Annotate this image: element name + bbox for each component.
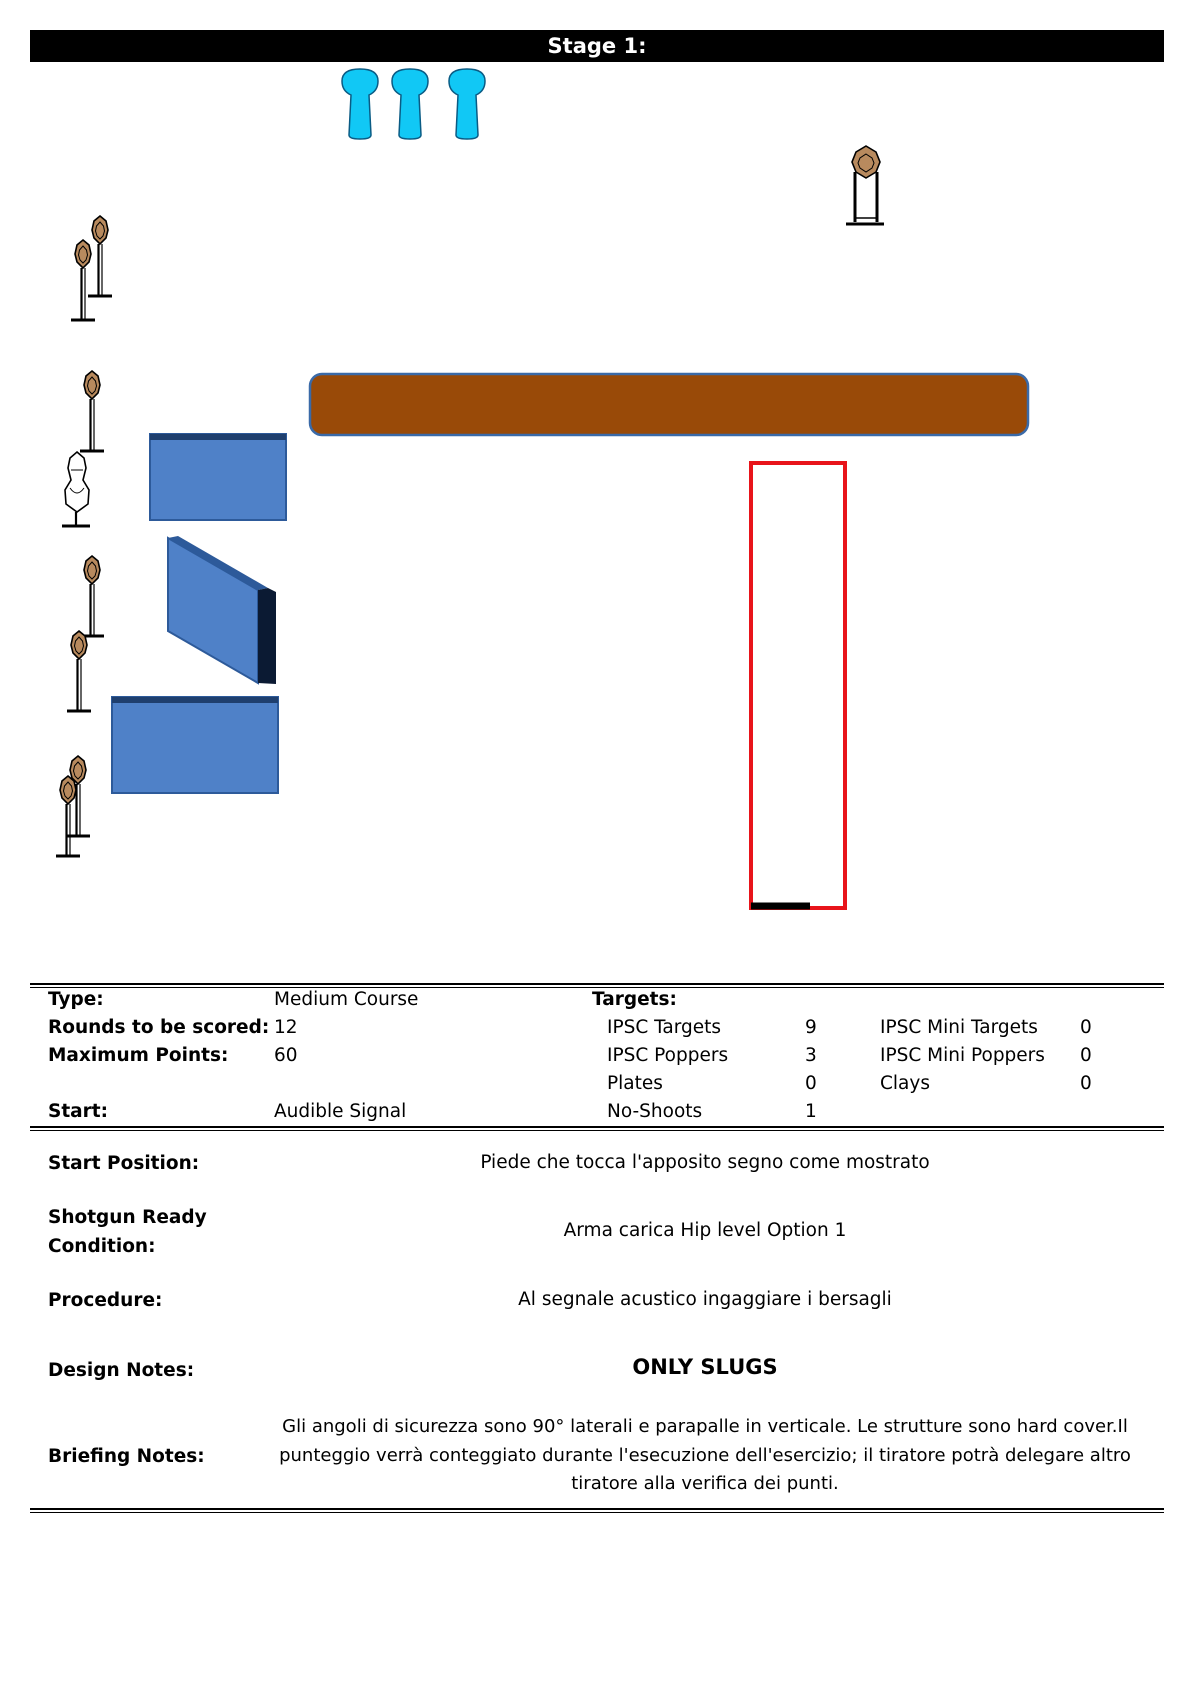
target-type-name: No-Shoots bbox=[607, 1101, 703, 1122]
barricade bbox=[310, 374, 1028, 435]
target-type-count: 9 bbox=[805, 1017, 817, 1038]
start-value: Audible Signal bbox=[274, 1101, 407, 1122]
table-rule-top-1 bbox=[30, 983, 1164, 985]
target-type-count: 1 bbox=[805, 1101, 817, 1122]
stage-diagram bbox=[0, 62, 1191, 962]
target-type-count: 0 bbox=[1080, 1017, 1092, 1038]
start-position-label: Start Position: bbox=[48, 1153, 200, 1174]
briefing-notes-label: Briefing Notes: bbox=[48, 1446, 205, 1467]
target-left-4 bbox=[80, 556, 104, 636]
type-label: Type: bbox=[48, 989, 104, 1010]
briefing-notes-line3: tiratore alla verifica dei punti. bbox=[571, 1473, 839, 1494]
type-value: Medium Course bbox=[274, 989, 419, 1010]
target-type-name: IPSC Mini Poppers bbox=[880, 1045, 1045, 1066]
target-left-3 bbox=[80, 371, 104, 451]
target-left-1 bbox=[88, 216, 112, 296]
ready-condition-label-line2: Condition: bbox=[48, 1236, 156, 1257]
wall-3 bbox=[112, 697, 278, 793]
start-label: Start: bbox=[48, 1101, 109, 1122]
table-rule-mid-2 bbox=[30, 1130, 1164, 1131]
target-type-count: 3 bbox=[805, 1045, 817, 1066]
wall-2 bbox=[168, 536, 276, 684]
stage-title: Stage 1: bbox=[30, 30, 1164, 62]
max-points-label: Maximum Points: bbox=[48, 1045, 229, 1066]
targets-label: Targets: bbox=[592, 989, 677, 1010]
procedure-label: Procedure: bbox=[48, 1290, 163, 1311]
wall-1 bbox=[150, 434, 286, 520]
max-points-value: 60 bbox=[274, 1045, 298, 1066]
procedure-value: Al segnale acustico ingaggiare i bersagli bbox=[518, 1289, 892, 1310]
target-type-name: Clays bbox=[880, 1073, 930, 1094]
target-type-name: IPSC Poppers bbox=[607, 1045, 729, 1066]
target-type-name: IPSC Mini Targets bbox=[880, 1017, 1038, 1038]
ready-condition-label-line1: Shotgun Ready bbox=[48, 1207, 207, 1228]
target-type-count: 0 bbox=[805, 1073, 817, 1094]
far-target bbox=[846, 146, 884, 224]
rounds-label: Rounds to be scored: bbox=[48, 1017, 270, 1038]
rounds-value: 12 bbox=[274, 1017, 298, 1038]
popper-1 bbox=[342, 69, 378, 139]
target-left-2 bbox=[71, 240, 95, 320]
popper-2 bbox=[392, 69, 428, 139]
no-shoot bbox=[62, 452, 90, 526]
briefing-notes-line1: Gli angoli di sicurezza sono 90° laterali e parapalle in verticale. Le strutture sono hard cover.Il bbox=[282, 1416, 1128, 1437]
table-rule-bottom-2 bbox=[30, 1512, 1164, 1513]
target-type-name: IPSC Targets bbox=[607, 1017, 722, 1038]
start-position-value: Piede che tocca l'apposito segno come mostrato bbox=[480, 1152, 930, 1173]
design-notes-value: ONLY SLUGS bbox=[632, 1355, 778, 1379]
target-type-count: 0 bbox=[1080, 1045, 1092, 1066]
popper-3 bbox=[449, 69, 485, 139]
table-rule-mid-1 bbox=[30, 1126, 1164, 1128]
shooting-box bbox=[751, 463, 845, 908]
design-notes-label: Design Notes: bbox=[48, 1360, 195, 1381]
target-type-count: 0 bbox=[1080, 1073, 1092, 1094]
target-left-5 bbox=[67, 631, 91, 711]
ready-condition-value: Arma carica Hip level Option 1 bbox=[563, 1220, 847, 1241]
target-type-name: Plates bbox=[607, 1073, 663, 1094]
briefing-notes-line2: punteggio verrà conteggiato durante l'esecuzione dell'esercizio; il tiratore potrà delegare altro bbox=[279, 1445, 1131, 1466]
table-rule-bottom-1 bbox=[30, 1508, 1164, 1510]
